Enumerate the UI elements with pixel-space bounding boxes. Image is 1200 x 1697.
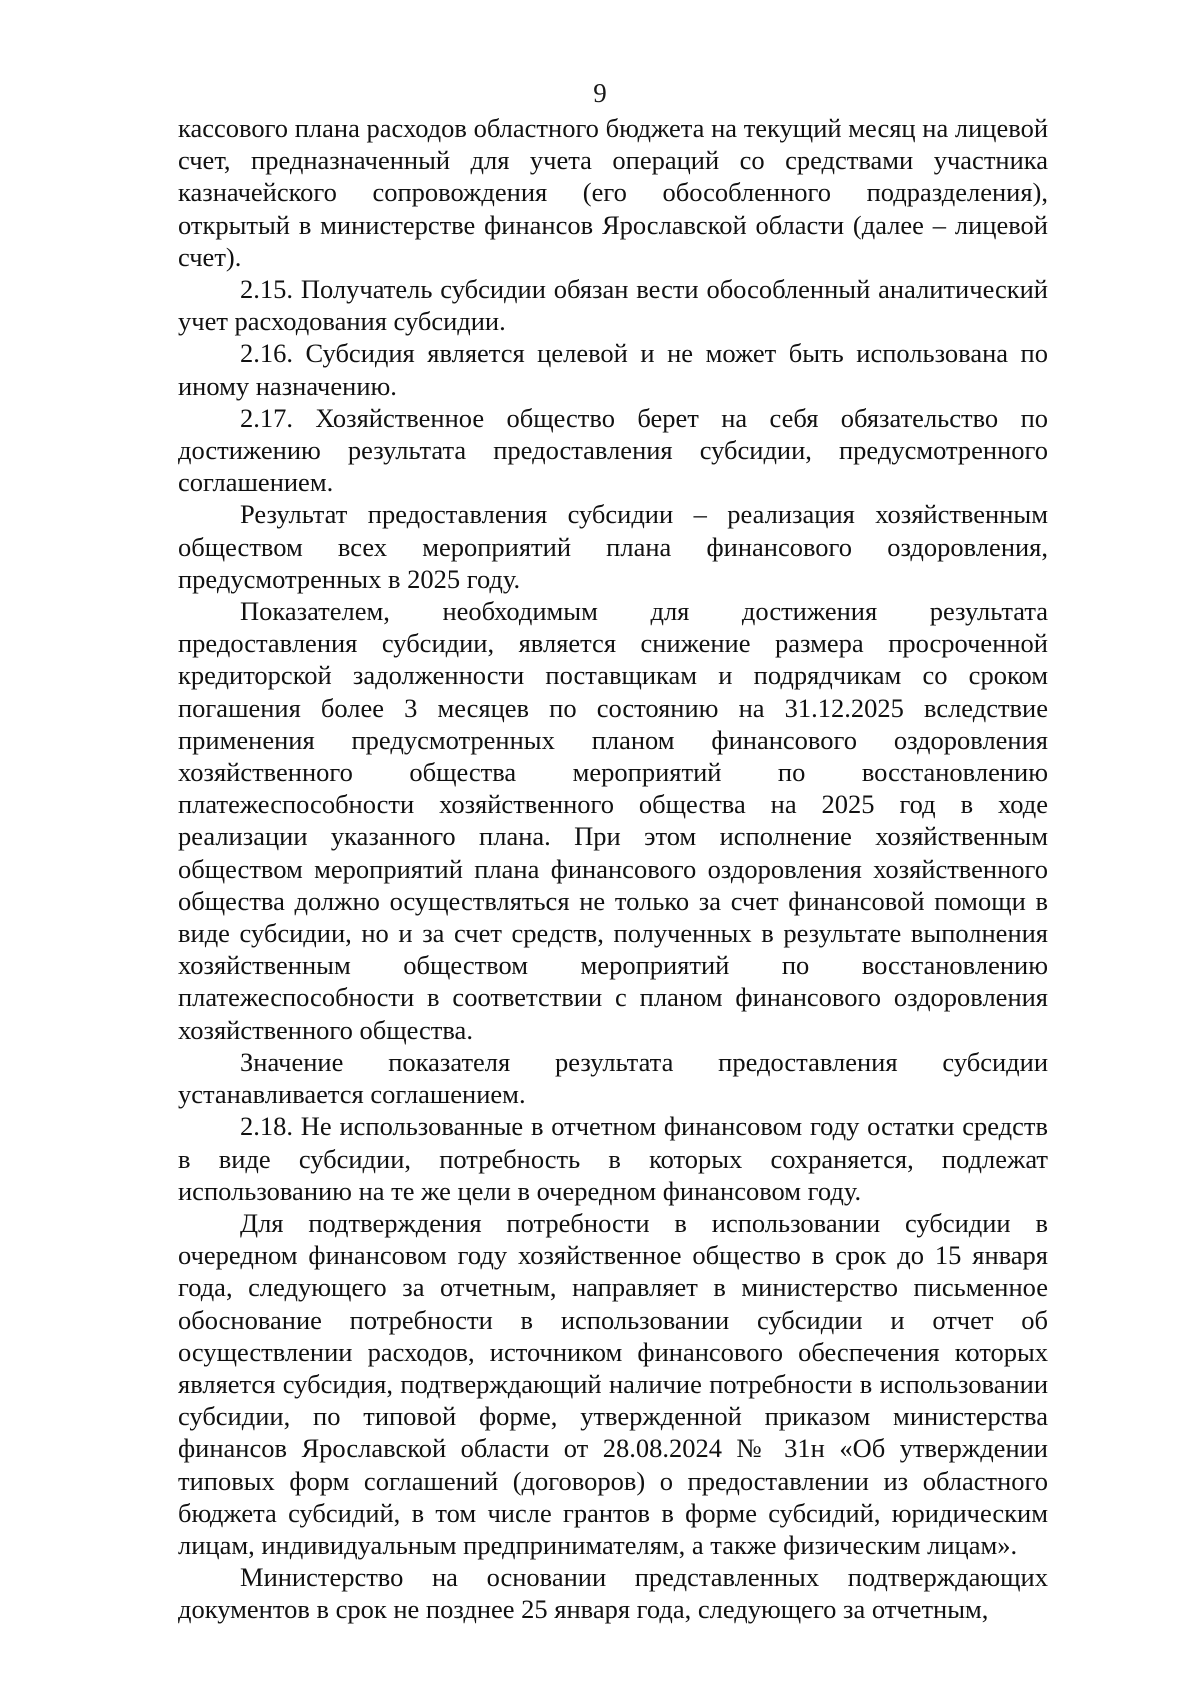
- paragraph-2-18: 2.18. Не использованные в отчетном финансовом году остатки средств в виде субсидии, потребность в которых сохраняется, подлежат использованию на те же цели в очередном финансовом году.: [178, 1111, 1048, 1206]
- paragraph-2-17: 2.17. Хозяйственное общество берет на себя обязательство по достижению результата предоставления субсидии, предусмотренного соглашением.: [178, 402, 1048, 498]
- paragraph-2-16: 2.16. Субсидия является целевой и не может быть использована по иному назначению.: [178, 338, 1048, 401]
- paragraph-result: Результат предоставления субсидии – реализация хозяйственным обществом всех мероприятий плана финансового оздоровления, предусмотренных в 2025 году.: [178, 499, 1048, 594]
- paragraph-indicator: Показателем, необходимым для достижения результата предоставления субсидии, является снижение размера просроченной кредиторской задолженности поставщикам и подрядчикам со сроком погашения более 3 месяцев по состоянию на 31.12.2025 вследствие применения предусмотренных планом финансового оздоровления хозяйственного общества мероприятий по восстановлению платежеспособности хозяйственного общества на 2025 год в ходе реализации указанного плана. При этом исполнение хозяйственным обществом мероприятий плана финансового оздоровления хозяйственного общества должно осуществляться не только за счет финансовой помощи в виде субсидии, но и за счет средств, полученных в результате выполнения хозяйственным обществом мероприятий по восстановлению платежеспособности в соответствии с планом финансового оздоровления хозяйственного общества.: [178, 596, 1048, 1045]
- paragraph-continuation: кассового плана расходов областного бюджета на текущий месяц на лицевой счет, предназначенный для учета операций со средствами участника казначейского сопровождения (его обособленного подразделения), открытый в министерстве финансов Ярославской области (далее – лицевой счет).: [178, 113, 1048, 272]
- paragraph-ministry: Министерство на основании представленных подтверждающих документов в срок не позднее 25 января года, следующего за отчетным,: [178, 1562, 1048, 1625]
- page-number: 9: [593, 78, 607, 108]
- paragraph-2-15: 2.15. Получатель субсидии обязан вести обособленный аналитический учет расходования субсидии.: [178, 274, 1048, 337]
- paragraph-confirmation: Для подтверждения потребности в использовании субсидии в очередном финансовом году хозяйственное общество в срок до 15 января года, следующего за отчетным, направляет в министерство письменное обоснование потребности в использовании субсидии и отчет об осуществлении расходов, источником финансового обеспечения которых является субсидия, подтверждающий наличие потребности в использовании субсидии, по типовой форме, утвержденной приказом министерства финансов Ярославской области от 28.08.2024 № 31н «Об утверждении типовых форм соглашений (договоров) о предоставлении из областного бюджета субсидий, в том числе грантов в форме субсидий, юридическим лицам, индивидуальным предпринимателям, а также физическим лицам».: [178, 1207, 1048, 1560]
- document-body: [178, 112, 1048, 1626]
- paragraph-indicator-value: Значение показателя результата предоставления субсидии устанавливается соглашением.: [178, 1046, 1048, 1110]
